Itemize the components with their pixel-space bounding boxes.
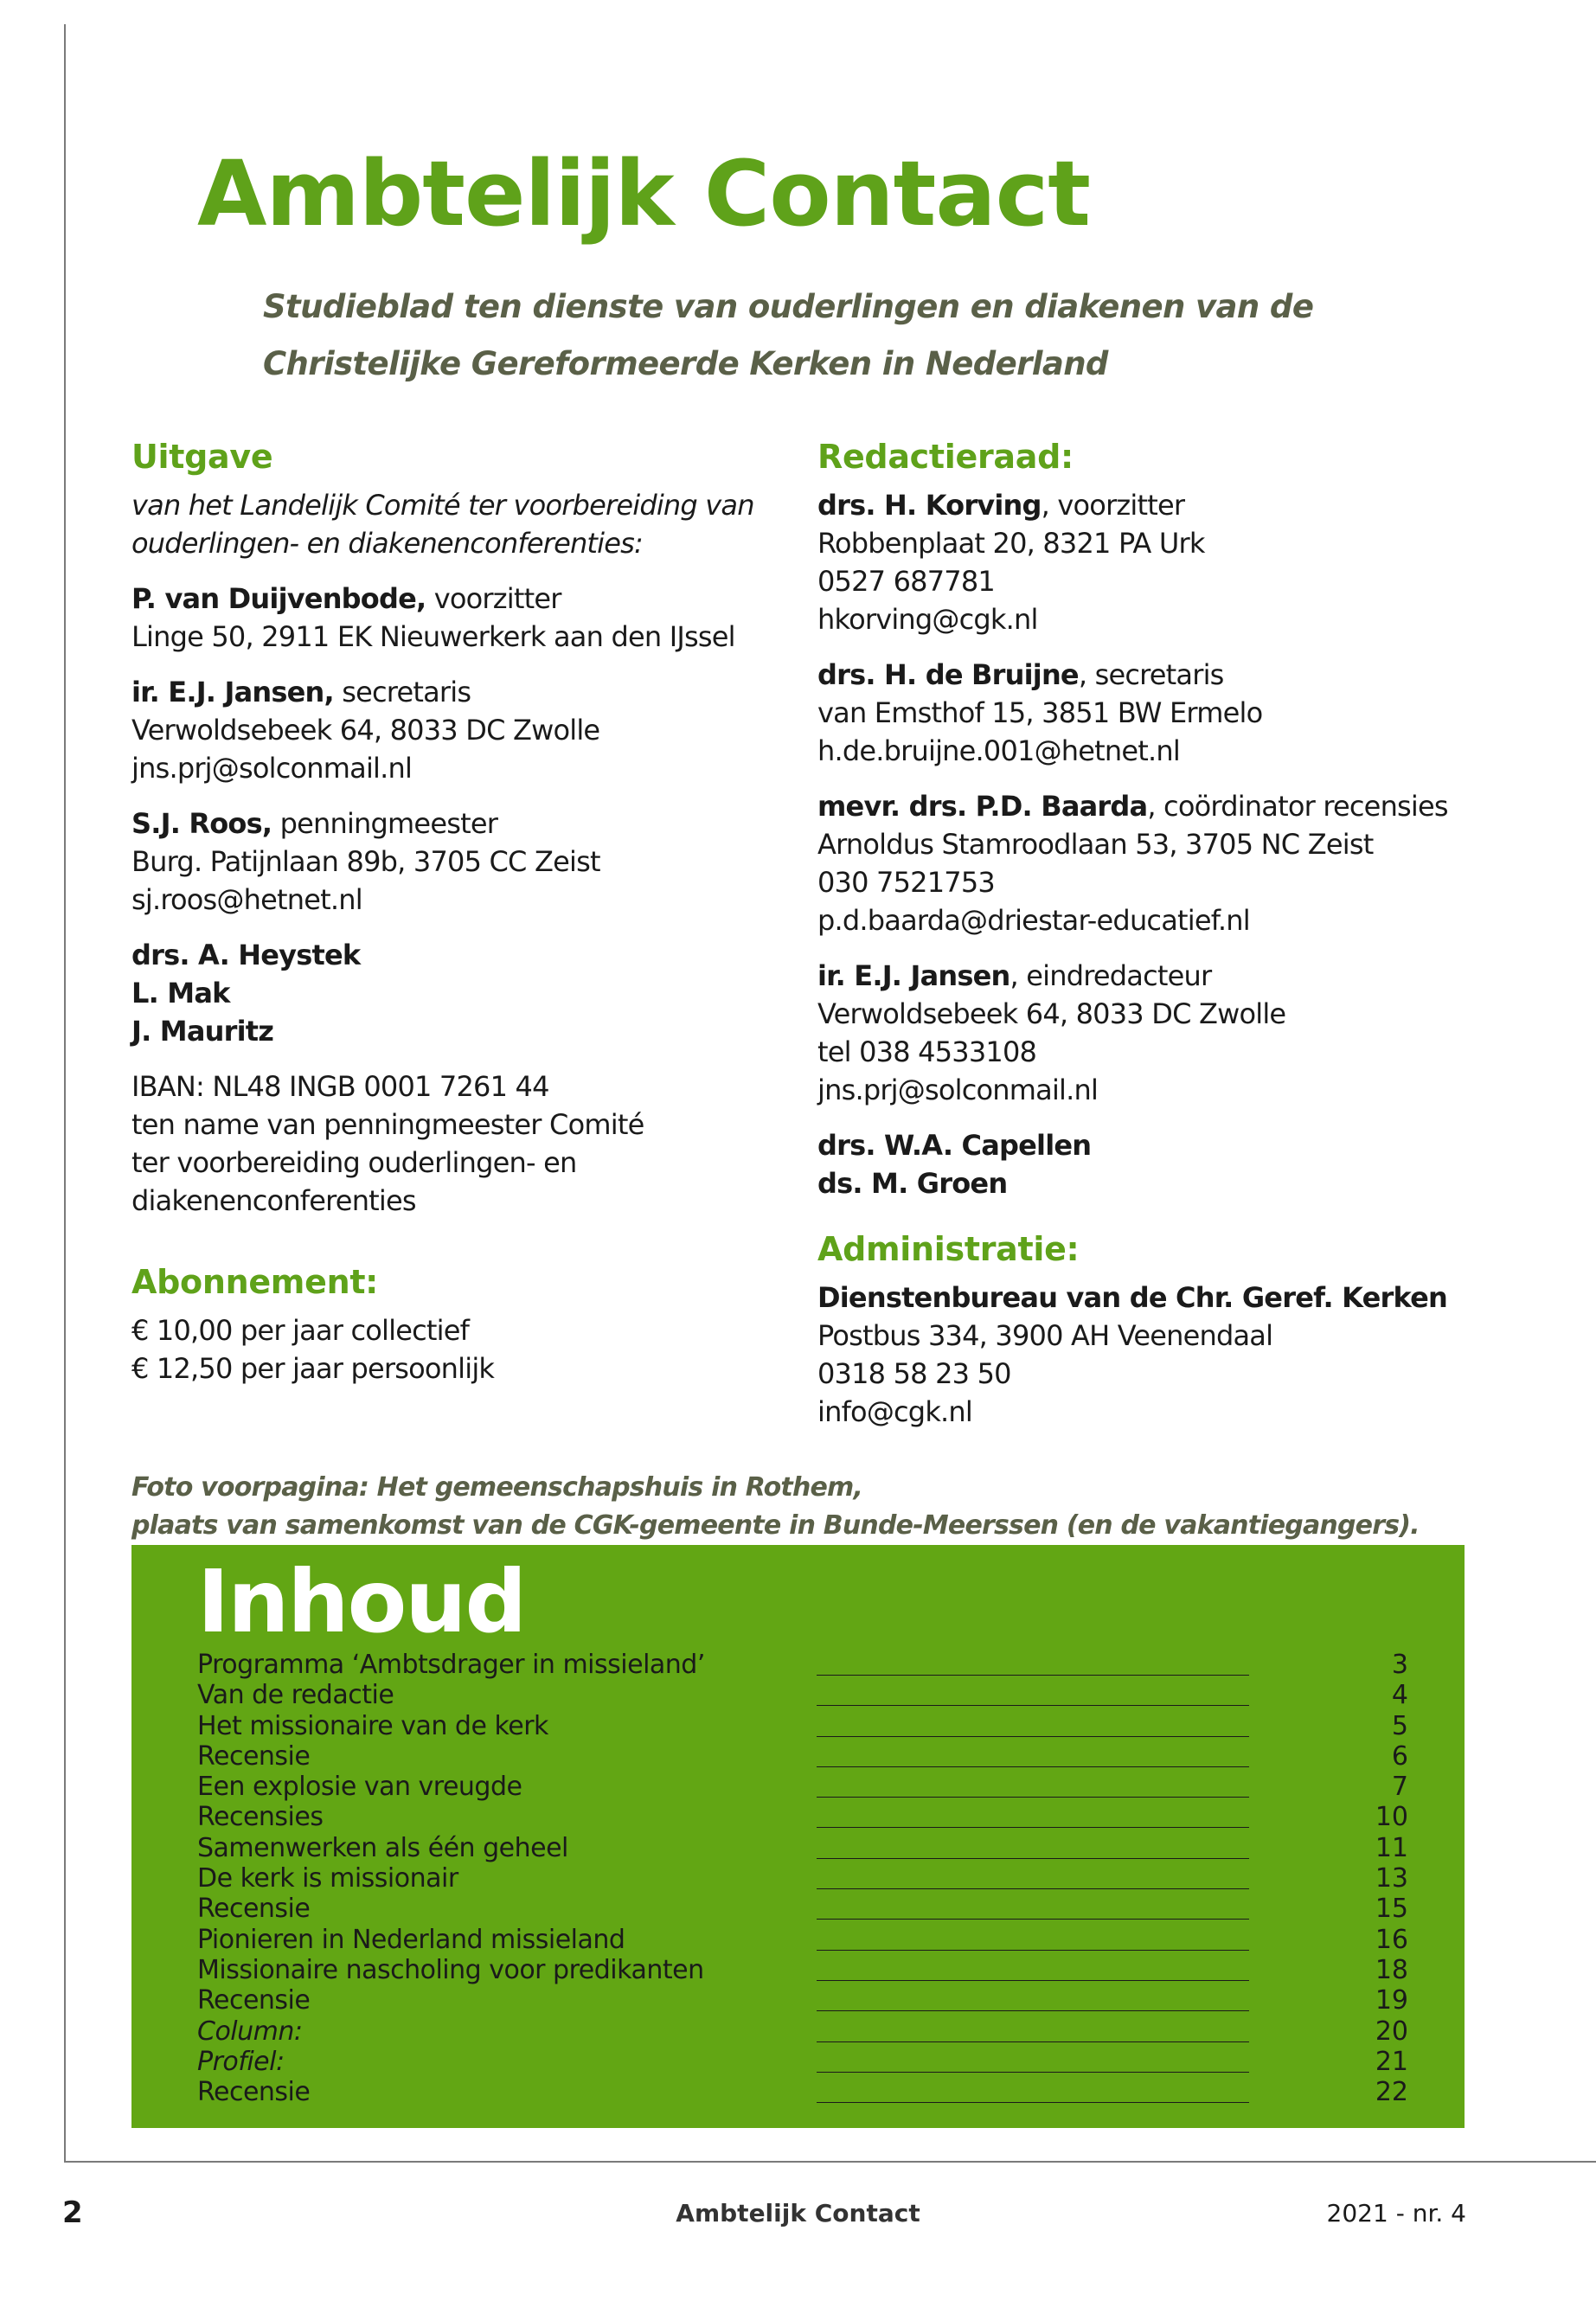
toc-leader <box>817 2102 1249 2103</box>
toc-item[interactable] <box>197 1834 1408 1864</box>
member-email: p.d.baarda@driestar-educatief.nl <box>817 904 1250 937</box>
member-email: sj.roos@hetnet.nl <box>131 883 362 916</box>
toc-item[interactable] <box>197 1926 1408 1956</box>
member-name: mevr. drs. P.D. Baarda <box>817 790 1148 823</box>
toc-item-page: 22 <box>1375 2077 1408 2108</box>
toc-leader <box>817 1980 1249 1981</box>
toc-leader <box>817 1888 1249 1889</box>
iban-line: diakenenconferenties <box>131 1184 416 1217</box>
member-address: Linge 50, 2911 EK Nieuwerkerk aan den IJssel <box>131 620 735 653</box>
page-number: 2 <box>62 2195 83 2230</box>
abonnement-prices <box>131 1311 806 1388</box>
intro-line: van het Landelijk Comité ter voorbereiding van <box>131 489 754 522</box>
admin-org: Dienstenbureau van de Chr. Geref. Kerken <box>817 1281 1447 1314</box>
redactieraad-heading: Redactieraad: <box>817 438 1074 476</box>
member-name-line <box>817 787 1596 825</box>
member-role: , secretaris <box>1078 658 1224 691</box>
member-name: drs. A. Heystek <box>131 939 361 971</box>
member-name: drs. H. Korving <box>817 489 1042 522</box>
toc-item[interactable] <box>197 1894 1408 1925</box>
admin-email: info@cgk.nl <box>817 1395 972 1428</box>
editor-member <box>817 486 1596 638</box>
member-name: S.J. Roos, <box>131 807 272 840</box>
member-name-line <box>817 957 1596 995</box>
member-role: , voorzitter <box>1041 489 1185 522</box>
committee-member <box>131 673 806 787</box>
toc-item-page: 13 <box>1375 1863 1408 1894</box>
table-of-contents <box>131 1545 1465 2128</box>
photo-caption <box>131 1469 1420 1545</box>
toc-leader <box>817 1950 1249 1951</box>
toc-item-page: 18 <box>1375 1954 1408 1985</box>
iban-line: ten name van penningmeester Comité <box>131 1108 644 1141</box>
toc-leader <box>817 1766 1249 1767</box>
toc-item-page: 3 <box>1391 1650 1408 1680</box>
iban-block <box>131 1067 806 1220</box>
caption-line: Foto voorpagina: Het gemeenschapshuis in Rothem, <box>131 1472 863 1503</box>
caption-line: plaats van samenkomst van de CGK-gemeente in Bunde-Meerssen (en de vakantiegangers). <box>131 1510 1420 1541</box>
toc-leader <box>817 1797 1249 1798</box>
abonnement-heading: Abonnement: <box>131 1263 379 1301</box>
toc-item[interactable] <box>197 1712 1408 1742</box>
committee-member <box>131 580 806 656</box>
toc-list <box>197 1650 1408 2108</box>
subtitle <box>263 279 1313 393</box>
iban-line: IBAN: NL48 INGB 0001 7261 44 <box>131 1070 549 1103</box>
member-email: hkorving@cgk.nl <box>817 603 1038 636</box>
member-role: voorzitter <box>426 582 561 615</box>
toc-item-label: Samenwerken als één geheel <box>197 1832 568 1863</box>
uitgave-heading: Uitgave <box>131 438 273 476</box>
member-address: Robbenplaat 20, 8321 PA Urk <box>817 527 1205 560</box>
subtitle-line: Studieblad ten dienste van ouderlingen en diakenen van de <box>263 288 1314 325</box>
toc-item[interactable] <box>197 1986 1408 2016</box>
subtitle-line: Christelijke Gereformeerde Kerken in Nederland <box>263 345 1108 382</box>
member-role: , coördinator recensies <box>1147 790 1448 823</box>
admin-phone: 0318 58 23 50 <box>817 1357 1011 1390</box>
toc-item-label: Van de redactie <box>197 1680 394 1711</box>
toc-title: Inhoud <box>197 1551 526 1652</box>
toc-item[interactable] <box>197 2017 1408 2048</box>
price-line: € 12,50 per jaar persoonlijk <box>131 1352 495 1385</box>
toc-item-page: 7 <box>1391 1772 1408 1803</box>
member-name: drs. H. de Bruijne <box>817 658 1079 691</box>
toc-item[interactable] <box>197 1742 1408 1772</box>
member-email: jns.prj@solconmail.nl <box>131 752 413 785</box>
member-address: Verwoldsebeek 64, 8033 DC Zwolle <box>131 714 600 747</box>
member-address: Verwoldsebeek 64, 8033 DC Zwolle <box>817 997 1286 1030</box>
uitgave-intro <box>131 486 806 562</box>
member-name: ir. E.J. Jansen, <box>131 676 334 708</box>
toc-item[interactable] <box>197 1864 1408 1894</box>
editor-member <box>817 656 1596 770</box>
toc-leader <box>817 1919 1249 1920</box>
member-phone: 0527 687781 <box>817 565 995 598</box>
toc-item-label: Recensie <box>197 1985 311 2016</box>
administratie-block <box>817 1279 1596 1431</box>
toc-item[interactable] <box>197 1956 1408 1986</box>
member-name-line <box>131 580 806 618</box>
toc-item[interactable] <box>197 2078 1408 2108</box>
toc-item-label: Profiel: <box>197 2046 285 2077</box>
toc-item-label: Het missionaire van de kerk <box>197 1710 548 1741</box>
toc-item-page: 19 <box>1375 1985 1408 2016</box>
member-email: jns.prj@solconmail.nl <box>817 1074 1099 1106</box>
toc-item-label: Recensie <box>197 1740 311 1772</box>
toc-leader <box>817 1827 1249 1828</box>
member-name: ds. M. Groen <box>817 1167 1008 1200</box>
toc-item[interactable] <box>197 1772 1408 1803</box>
page-title: Ambtelijk Contact <box>197 141 1090 247</box>
toc-item[interactable] <box>197 1681 1408 1711</box>
toc-item-label: Een explosie van vreugde <box>197 1772 522 1803</box>
member-name: P. van Duijvenbode, <box>131 582 426 615</box>
member-role: , eindredacteur <box>1010 959 1212 992</box>
toc-item[interactable] <box>197 1803 1408 1833</box>
toc-leader <box>817 1736 1249 1737</box>
toc-item-page: 10 <box>1375 1802 1408 1833</box>
toc-item-label: Recensies <box>197 1802 324 1833</box>
right-column <box>817 433 1596 1448</box>
toc-item-page: 11 <box>1375 1832 1408 1863</box>
member-email: h.de.bruijne.001@hetnet.nl <box>817 734 1180 767</box>
toc-item-label: De kerk is missionair <box>197 1863 458 1894</box>
member-name-line <box>131 673 806 711</box>
member-role: secretaris <box>333 676 471 708</box>
toc-item-label: Missionaire nascholing voor predikanten <box>197 1954 704 1985</box>
toc-item-page: 6 <box>1391 1740 1408 1772</box>
toc-leader <box>817 1705 1249 1706</box>
member-name: ir. E.J. Jansen <box>817 959 1010 992</box>
member-name: drs. W.A. Capellen <box>817 1129 1092 1162</box>
editor-member <box>817 957 1596 1109</box>
member-name-line <box>131 804 806 843</box>
toc-leader <box>817 1675 1249 1676</box>
member-name: J. Mauritz <box>131 1015 274 1048</box>
toc-item-label: Recensie <box>197 2077 311 2108</box>
member-role: penningmeester <box>272 807 498 840</box>
member-name: L. Mak <box>131 977 230 1009</box>
toc-item-page: 21 <box>1375 2046 1408 2077</box>
member-name-line <box>817 486 1596 524</box>
toc-item-page: 15 <box>1375 1894 1408 1925</box>
toc-item-label: Programma ‘Ambtsdrager in missieland’ <box>197 1650 705 1680</box>
toc-leader <box>817 1858 1249 1859</box>
toc-leader <box>817 2010 1249 2011</box>
bottom-rule <box>64 2161 1596 2163</box>
toc-item-label: Recensie <box>197 1894 311 1925</box>
toc-item[interactable] <box>197 2048 1408 2078</box>
member-phone: tel 038 4533108 <box>817 1035 1037 1068</box>
toc-item-label: Column: <box>197 2016 303 2047</box>
left-rule <box>64 24 66 2163</box>
admin-address: Postbus 334, 3900 AH Veenendaal <box>817 1319 1273 1352</box>
committee-others <box>131 936 806 1050</box>
intro-line: ouderlingen- en diakenenconferenties: <box>131 527 644 560</box>
administratie-heading: Administratie: <box>817 1230 1080 1268</box>
price-line: € 10,00 per jaar collectief <box>131 1314 470 1347</box>
toc-leader <box>817 2072 1249 2073</box>
member-address: van Emsthof 15, 3851 BW Ermelo <box>817 696 1263 729</box>
member-name-line <box>817 656 1596 694</box>
footer-title: Ambtelijk Contact <box>676 2199 920 2227</box>
toc-item-page: 5 <box>1391 1710 1408 1741</box>
editor-member <box>817 787 1596 939</box>
iban-line: ter voorbereiding ouderlingen- en <box>131 1146 577 1179</box>
toc-item-page: 16 <box>1375 1924 1408 1955</box>
toc-item-label: Pionieren in Nederland missieland <box>197 1924 625 1955</box>
issue-number: 2021 - nr. 4 <box>1326 2199 1466 2227</box>
toc-item[interactable] <box>197 1650 1408 1681</box>
toc-item-page: 4 <box>1391 1680 1408 1711</box>
member-address: Arnoldus Stamroodlaan 53, 3705 NC Zeist <box>817 828 1374 861</box>
editor-others <box>817 1126 1596 1202</box>
toc-leader <box>817 2041 1249 2042</box>
left-column <box>131 433 806 1405</box>
member-phone: 030 7521753 <box>817 866 995 899</box>
member-address: Burg. Patijnlaan 89b, 3705 CC Zeist <box>131 845 600 878</box>
committee-member <box>131 804 806 919</box>
toc-item-page: 20 <box>1375 2016 1408 2047</box>
